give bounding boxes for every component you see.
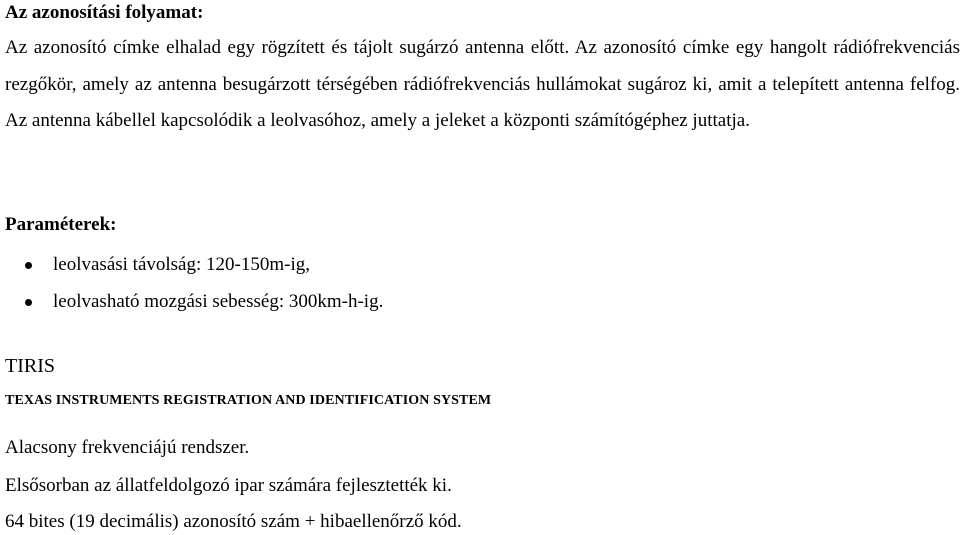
tiris-fact-low-frequency: Alacsony frekvenciájú rendszer.: [5, 437, 250, 458]
reading-speed-text: leolvasható mozgási sebesség: 300km-h-ig.: [53, 291, 384, 312]
identification-process-paragraph: Az azonosító címke elhalad egy rögzített és tájolt sugárzó antenna előtt. Az azonosító címke egy hangolt rádiófrekvenciás rezgőkör, amely az antenna besugárzott térségében rádiófrekvenciás hullámokat sugároz ki, amit a telepített antenna felfog. Az antenna kábellel kapcsolódik a leolvasóhoz, amely a jeleket a központi számítógéphez juttatja.: [5, 37, 960, 131]
tiris-fact-64-bit-code: 64 bites (19 decimális) azonosító szám + hibaellenőrző kód.: [5, 511, 462, 532]
parameters-heading: Paraméterek:: [5, 214, 117, 235]
list-item: [0, 246, 383, 283]
bullet-icon: [25, 262, 32, 269]
parameters-list: [0, 246, 383, 320]
reading-distance-text: leolvasási távolság: 120-150m-ig,: [53, 254, 310, 275]
tiris-full-name: TEXAS INSTRUMENTS REGISTRATION AND IDENTIFICATION SYSTEM: [5, 393, 492, 408]
tiris-fact-meat-industry: Elsősorban az állatfeldolgozó ipar számára fejlesztették ki.: [5, 475, 452, 496]
tiris-title: TIRIS: [5, 355, 55, 377]
identification-process-heading: Az azonosítási folyamat:: [5, 2, 204, 23]
bullet-icon: [25, 299, 32, 306]
list-item: [0, 283, 383, 320]
